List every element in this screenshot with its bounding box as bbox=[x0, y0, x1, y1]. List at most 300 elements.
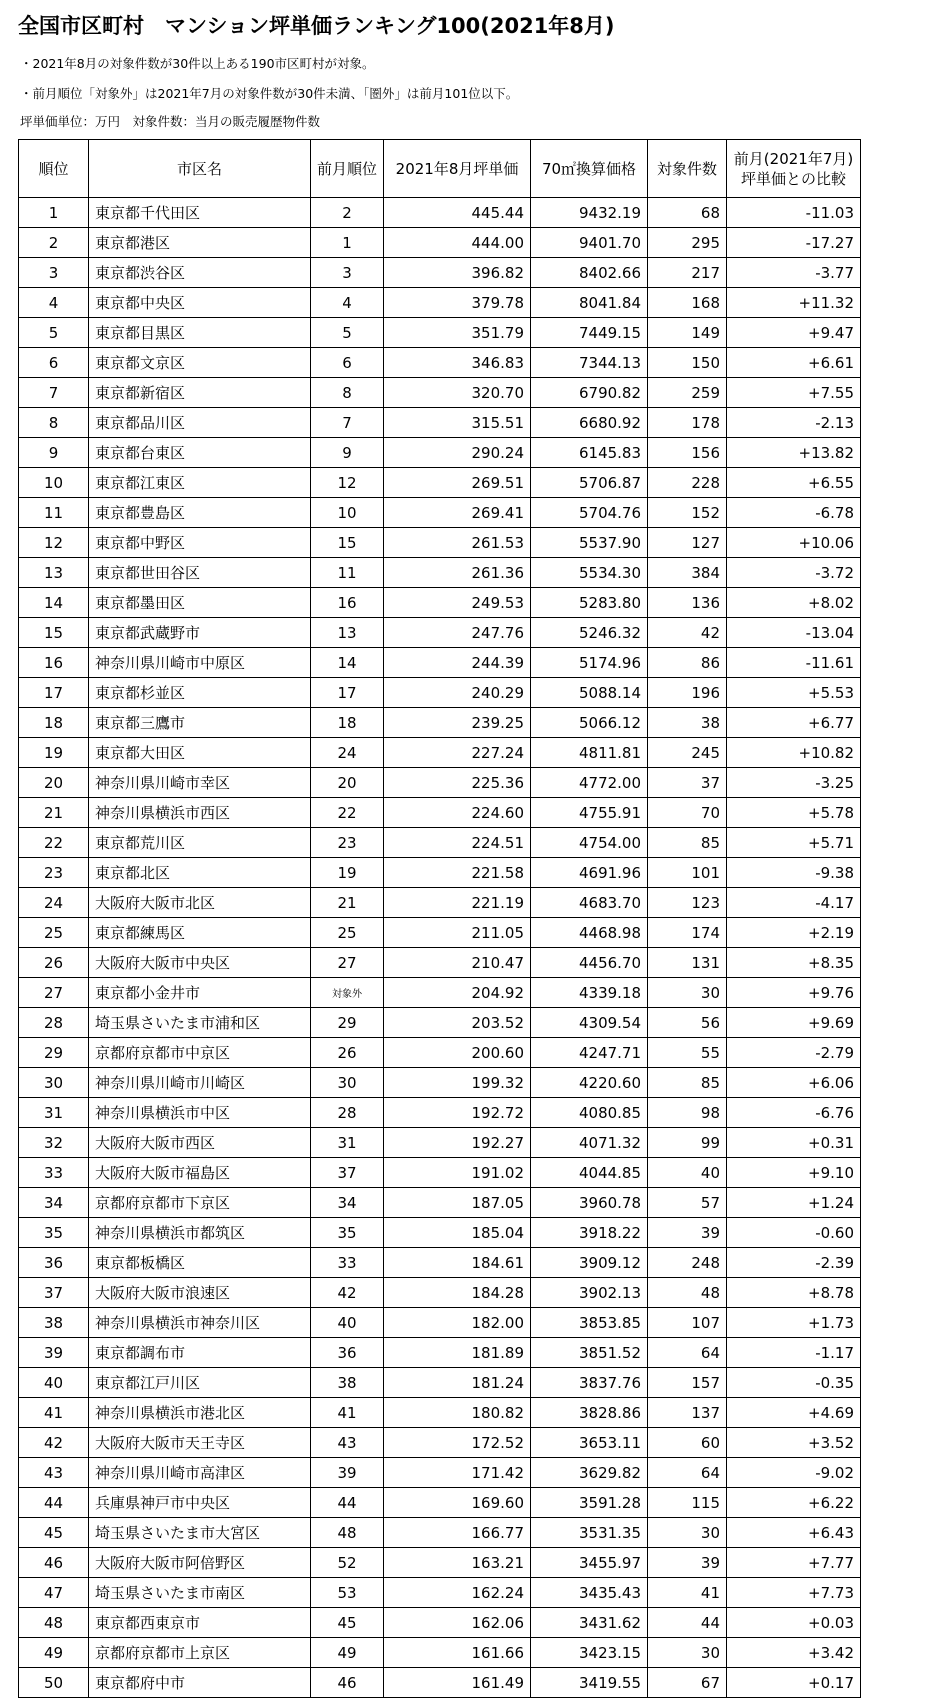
cell-city: 東京都目黒区 bbox=[89, 318, 311, 348]
cell-count: 60 bbox=[648, 1428, 727, 1458]
cell-city: 神奈川県横浜市神奈川区 bbox=[89, 1308, 311, 1338]
cell-count: 157 bbox=[648, 1368, 727, 1398]
cell-change: -9.02 bbox=[727, 1458, 861, 1488]
cell-change: +0.03 bbox=[727, 1608, 861, 1638]
table-row bbox=[19, 1308, 861, 1338]
cell-city: 東京都新宿区 bbox=[89, 378, 311, 408]
cell-rank: 48 bbox=[19, 1608, 89, 1638]
cell-prev-rank: 17 bbox=[311, 678, 384, 708]
table-row bbox=[19, 798, 861, 828]
table-row bbox=[19, 1548, 861, 1578]
cell-change: -17.27 bbox=[727, 228, 861, 258]
table-row bbox=[19, 1188, 861, 1218]
cell-tsubo-price: 180.82 bbox=[384, 1398, 531, 1428]
table-row bbox=[19, 1338, 861, 1368]
header-count: 対象件数 bbox=[648, 140, 727, 198]
header-comparison bbox=[727, 140, 861, 198]
cell-change: -11.03 bbox=[727, 198, 861, 228]
cell-prev-rank: 40 bbox=[311, 1308, 384, 1338]
cell-change: +8.35 bbox=[727, 948, 861, 978]
cell-prev-rank: 21 bbox=[311, 888, 384, 918]
cell-rank: 18 bbox=[19, 708, 89, 738]
cell-70sqm-price: 4811.81 bbox=[531, 738, 648, 768]
table-row bbox=[19, 918, 861, 948]
cell-rank: 30 bbox=[19, 1068, 89, 1098]
table-row bbox=[19, 888, 861, 918]
cell-prev-rank: 42 bbox=[311, 1278, 384, 1308]
table-row bbox=[19, 1518, 861, 1548]
cell-rank: 26 bbox=[19, 948, 89, 978]
cell-tsubo-price: 184.61 bbox=[384, 1248, 531, 1278]
cell-change: +3.52 bbox=[727, 1428, 861, 1458]
page-title: 全国市区町村 マンション坪単価ランキング100(2021年8月) bbox=[18, 14, 615, 38]
cell-change: +0.31 bbox=[727, 1128, 861, 1158]
table-row bbox=[19, 1368, 861, 1398]
cell-change: +6.55 bbox=[727, 468, 861, 498]
cell-70sqm-price: 3837.76 bbox=[531, 1368, 648, 1398]
cell-rank: 47 bbox=[19, 1578, 89, 1608]
cell-70sqm-price: 5704.76 bbox=[531, 498, 648, 528]
cell-rank: 31 bbox=[19, 1098, 89, 1128]
cell-rank: 14 bbox=[19, 588, 89, 618]
cell-city: 東京都港区 bbox=[89, 228, 311, 258]
cell-rank: 36 bbox=[19, 1248, 89, 1278]
cell-tsubo-price: 181.89 bbox=[384, 1338, 531, 1368]
cell-prev-rank: 20 bbox=[311, 768, 384, 798]
cell-rank: 34 bbox=[19, 1188, 89, 1218]
cell-prev-rank: 23 bbox=[311, 828, 384, 858]
table-row bbox=[19, 1068, 861, 1098]
cell-rank: 20 bbox=[19, 768, 89, 798]
cell-count: 37 bbox=[648, 768, 727, 798]
cell-city: 神奈川県横浜市西区 bbox=[89, 798, 311, 828]
cell-prev-rank: 31 bbox=[311, 1128, 384, 1158]
table-row bbox=[19, 678, 861, 708]
cell-count: 70 bbox=[648, 798, 727, 828]
cell-change: -0.35 bbox=[727, 1368, 861, 1398]
cell-rank: 11 bbox=[19, 498, 89, 528]
cell-change: +9.47 bbox=[727, 318, 861, 348]
cell-count: 136 bbox=[648, 588, 727, 618]
table-row bbox=[19, 1608, 861, 1638]
cell-prev-rank: 49 bbox=[311, 1638, 384, 1668]
cell-prev-rank: 15 bbox=[311, 528, 384, 558]
cell-change: +7.77 bbox=[727, 1548, 861, 1578]
cell-tsubo-price: 379.78 bbox=[384, 288, 531, 318]
cell-tsubo-price: 396.82 bbox=[384, 258, 531, 288]
cell-prev-rank: 38 bbox=[311, 1368, 384, 1398]
cell-count: 44 bbox=[648, 1608, 727, 1638]
cell-city: 埼玉県さいたま市南区 bbox=[89, 1578, 311, 1608]
cell-70sqm-price: 4772.00 bbox=[531, 768, 648, 798]
table-row bbox=[19, 1098, 861, 1128]
cell-count: 174 bbox=[648, 918, 727, 948]
cell-rank: 33 bbox=[19, 1158, 89, 1188]
cell-city: 大阪府大阪市浪速区 bbox=[89, 1278, 311, 1308]
cell-rank: 27 bbox=[19, 978, 89, 1008]
cell-prev-rank: 6 bbox=[311, 348, 384, 378]
cell-tsubo-price: 244.39 bbox=[384, 648, 531, 678]
note-prev-rank: ・前月順位「対象外」は2021年7月の対象件数が30件未満、「圏外」は前月101位以下。 bbox=[20, 86, 519, 101]
table-row bbox=[19, 708, 861, 738]
cell-prev-rank: 34 bbox=[311, 1188, 384, 1218]
cell-rank: 24 bbox=[19, 888, 89, 918]
cell-70sqm-price: 3853.85 bbox=[531, 1308, 648, 1338]
cell-count: 64 bbox=[648, 1458, 727, 1488]
cell-city: 京都府京都市上京区 bbox=[89, 1638, 311, 1668]
cell-city: 東京都西東京市 bbox=[89, 1608, 311, 1638]
cell-count: 30 bbox=[648, 1638, 727, 1668]
cell-rank: 29 bbox=[19, 1038, 89, 1068]
cell-70sqm-price: 3419.55 bbox=[531, 1668, 648, 1698]
cell-count: 99 bbox=[648, 1128, 727, 1158]
table-row bbox=[19, 408, 861, 438]
cell-prev-rank: 13 bbox=[311, 618, 384, 648]
cell-70sqm-price: 3653.11 bbox=[531, 1428, 648, 1458]
cell-rank: 4 bbox=[19, 288, 89, 318]
cell-city: 東京都千代田区 bbox=[89, 198, 311, 228]
cell-count: 85 bbox=[648, 828, 727, 858]
cell-city: 東京都府中市 bbox=[89, 1668, 311, 1698]
cell-rank: 7 bbox=[19, 378, 89, 408]
cell-tsubo-price: 269.51 bbox=[384, 468, 531, 498]
cell-change: -11.61 bbox=[727, 648, 861, 678]
cell-count: 40 bbox=[648, 1158, 727, 1188]
cell-change: +0.17 bbox=[727, 1668, 861, 1698]
cell-count: 137 bbox=[648, 1398, 727, 1428]
cell-70sqm-price: 4754.00 bbox=[531, 828, 648, 858]
cell-change: -4.17 bbox=[727, 888, 861, 918]
cell-prev-rank: 41 bbox=[311, 1398, 384, 1428]
cell-70sqm-price: 4309.54 bbox=[531, 1008, 648, 1038]
cell-prev-rank: 37 bbox=[311, 1158, 384, 1188]
table-row bbox=[19, 318, 861, 348]
table-row bbox=[19, 378, 861, 408]
cell-tsubo-price: 200.60 bbox=[384, 1038, 531, 1068]
cell-tsubo-price: 181.24 bbox=[384, 1368, 531, 1398]
cell-tsubo-price: 166.77 bbox=[384, 1518, 531, 1548]
cell-tsubo-price: 351.79 bbox=[384, 318, 531, 348]
cell-city: 東京都江東区 bbox=[89, 468, 311, 498]
header-prev-rank: 前月順位 bbox=[311, 140, 384, 198]
cell-prev-rank: 24 bbox=[311, 738, 384, 768]
table-row bbox=[19, 828, 861, 858]
cell-tsubo-price: 185.04 bbox=[384, 1218, 531, 1248]
cell-70sqm-price: 4755.91 bbox=[531, 798, 648, 828]
table-row bbox=[19, 1578, 861, 1608]
ranking-table bbox=[18, 139, 861, 1698]
cell-city: 東京都文京区 bbox=[89, 348, 311, 378]
cell-count: 196 bbox=[648, 678, 727, 708]
cell-prev-rank: 2 bbox=[311, 198, 384, 228]
cell-change: -3.72 bbox=[727, 558, 861, 588]
cell-70sqm-price: 5706.87 bbox=[531, 468, 648, 498]
cell-tsubo-price: 445.44 bbox=[384, 198, 531, 228]
table-row bbox=[19, 948, 861, 978]
cell-prev-rank: 対象外 bbox=[311, 978, 384, 1008]
cell-count: 101 bbox=[648, 858, 727, 888]
cell-rank: 19 bbox=[19, 738, 89, 768]
cell-city: 東京都墨田区 bbox=[89, 588, 311, 618]
cell-70sqm-price: 5088.14 bbox=[531, 678, 648, 708]
cell-prev-rank: 27 bbox=[311, 948, 384, 978]
cell-change: +5.78 bbox=[727, 798, 861, 828]
cell-change: -0.60 bbox=[727, 1218, 861, 1248]
cell-prev-rank: 28 bbox=[311, 1098, 384, 1128]
cell-prev-rank: 48 bbox=[311, 1518, 384, 1548]
table-row bbox=[19, 258, 861, 288]
cell-city: 東京都品川区 bbox=[89, 408, 311, 438]
cell-prev-rank: 22 bbox=[311, 798, 384, 828]
cell-rank: 45 bbox=[19, 1518, 89, 1548]
cell-prev-rank: 12 bbox=[311, 468, 384, 498]
cell-rank: 38 bbox=[19, 1308, 89, 1338]
table-row bbox=[19, 498, 861, 528]
table-row bbox=[19, 528, 861, 558]
cell-city: 埼玉県さいたま市浦和区 bbox=[89, 1008, 311, 1038]
cell-prev-rank: 3 bbox=[311, 258, 384, 288]
cell-change: +9.76 bbox=[727, 978, 861, 1008]
cell-change: +6.22 bbox=[727, 1488, 861, 1518]
cell-count: 131 bbox=[648, 948, 727, 978]
cell-change: +9.10 bbox=[727, 1158, 861, 1188]
table-row bbox=[19, 1218, 861, 1248]
cell-count: 57 bbox=[648, 1188, 727, 1218]
cell-change: -3.77 bbox=[727, 258, 861, 288]
cell-count: 248 bbox=[648, 1248, 727, 1278]
cell-70sqm-price: 7449.15 bbox=[531, 318, 648, 348]
cell-tsubo-price: 203.52 bbox=[384, 1008, 531, 1038]
cell-city: 東京都北区 bbox=[89, 858, 311, 888]
table-row bbox=[19, 588, 861, 618]
table-row bbox=[19, 1398, 861, 1428]
cell-tsubo-price: 163.21 bbox=[384, 1548, 531, 1578]
table-header-row bbox=[19, 140, 861, 198]
cell-tsubo-price: 261.36 bbox=[384, 558, 531, 588]
table-row bbox=[19, 1248, 861, 1278]
cell-city: 埼玉県さいたま市大宮区 bbox=[89, 1518, 311, 1548]
cell-70sqm-price: 8041.84 bbox=[531, 288, 648, 318]
cell-change: +10.06 bbox=[727, 528, 861, 558]
cell-city: 京都府京都市下京区 bbox=[89, 1188, 311, 1218]
cell-70sqm-price: 3455.97 bbox=[531, 1548, 648, 1578]
cell-prev-rank: 30 bbox=[311, 1068, 384, 1098]
cell-city: 大阪府大阪市天王寺区 bbox=[89, 1428, 311, 1458]
cell-70sqm-price: 6790.82 bbox=[531, 378, 648, 408]
cell-city: 東京都練馬区 bbox=[89, 918, 311, 948]
cell-count: 228 bbox=[648, 468, 727, 498]
cell-tsubo-price: 221.58 bbox=[384, 858, 531, 888]
header-rank: 順位 bbox=[19, 140, 89, 198]
cell-tsubo-price: 249.53 bbox=[384, 588, 531, 618]
cell-rank: 41 bbox=[19, 1398, 89, 1428]
cell-rank: 9 bbox=[19, 438, 89, 468]
cell-count: 259 bbox=[648, 378, 727, 408]
cell-change: -2.39 bbox=[727, 1248, 861, 1278]
cell-70sqm-price: 4080.85 bbox=[531, 1098, 648, 1128]
cell-count: 127 bbox=[648, 528, 727, 558]
table-row bbox=[19, 858, 861, 888]
cell-rank: 13 bbox=[19, 558, 89, 588]
cell-change: -2.79 bbox=[727, 1038, 861, 1068]
note-units: 坪単価単位：万円 対象件数：当月の販売履歴物件数 bbox=[20, 114, 321, 129]
note-target: ・2021年8月の対象件数が30件以上ある190市区町村が対象。 bbox=[20, 56, 375, 71]
cell-count: 168 bbox=[648, 288, 727, 318]
cell-rank: 21 bbox=[19, 798, 89, 828]
cell-tsubo-price: 169.60 bbox=[384, 1488, 531, 1518]
table-row bbox=[19, 1128, 861, 1158]
cell-count: 384 bbox=[648, 558, 727, 588]
table-body bbox=[19, 198, 861, 1698]
cell-city: 東京都荒川区 bbox=[89, 828, 311, 858]
cell-change: +1.24 bbox=[727, 1188, 861, 1218]
cell-70sqm-price: 9432.19 bbox=[531, 198, 648, 228]
cell-70sqm-price: 5066.12 bbox=[531, 708, 648, 738]
cell-rank: 23 bbox=[19, 858, 89, 888]
cell-tsubo-price: 162.24 bbox=[384, 1578, 531, 1608]
cell-rank: 12 bbox=[19, 528, 89, 558]
cell-tsubo-price: 184.28 bbox=[384, 1278, 531, 1308]
table-row bbox=[19, 1638, 861, 1668]
cell-prev-rank: 46 bbox=[311, 1668, 384, 1698]
cell-city: 兵庫県神戸市中央区 bbox=[89, 1488, 311, 1518]
table-row bbox=[19, 1008, 861, 1038]
cell-tsubo-price: 444.00 bbox=[384, 228, 531, 258]
cell-rank: 25 bbox=[19, 918, 89, 948]
cell-prev-rank: 33 bbox=[311, 1248, 384, 1278]
cell-change: +10.82 bbox=[727, 738, 861, 768]
cell-change: +6.61 bbox=[727, 348, 861, 378]
cell-city: 東京都大田区 bbox=[89, 738, 311, 768]
cell-change: -3.25 bbox=[727, 768, 861, 798]
cell-70sqm-price: 6145.83 bbox=[531, 438, 648, 468]
cell-change: +8.78 bbox=[727, 1278, 861, 1308]
cell-prev-rank: 36 bbox=[311, 1338, 384, 1368]
table-row bbox=[19, 1488, 861, 1518]
cell-change: -2.13 bbox=[727, 408, 861, 438]
cell-city: 神奈川県川崎市高津区 bbox=[89, 1458, 311, 1488]
cell-70sqm-price: 5537.90 bbox=[531, 528, 648, 558]
cell-city: 東京都中野区 bbox=[89, 528, 311, 558]
header-comparison-line1: 前月(2021年7月) bbox=[733, 149, 854, 168]
cell-prev-rank: 43 bbox=[311, 1428, 384, 1458]
cell-70sqm-price: 3431.62 bbox=[531, 1608, 648, 1638]
cell-tsubo-price: 225.36 bbox=[384, 768, 531, 798]
cell-city: 大阪府大阪市西区 bbox=[89, 1128, 311, 1158]
cell-change: +5.71 bbox=[727, 828, 861, 858]
cell-70sqm-price: 4071.32 bbox=[531, 1128, 648, 1158]
cell-city: 東京都豊島区 bbox=[89, 498, 311, 528]
table-row bbox=[19, 1458, 861, 1488]
cell-rank: 3 bbox=[19, 258, 89, 288]
cell-70sqm-price: 5534.30 bbox=[531, 558, 648, 588]
cell-70sqm-price: 3909.12 bbox=[531, 1248, 648, 1278]
table-row bbox=[19, 558, 861, 588]
cell-count: 150 bbox=[648, 348, 727, 378]
cell-70sqm-price: 5283.80 bbox=[531, 588, 648, 618]
cell-prev-rank: 44 bbox=[311, 1488, 384, 1518]
cell-prev-rank: 53 bbox=[311, 1578, 384, 1608]
header-city: 市区名 bbox=[89, 140, 311, 198]
cell-city: 東京都台東区 bbox=[89, 438, 311, 468]
cell-change: +7.73 bbox=[727, 1578, 861, 1608]
cell-city: 京都府京都市中京区 bbox=[89, 1038, 311, 1068]
table-row bbox=[19, 978, 861, 1008]
cell-rank: 16 bbox=[19, 648, 89, 678]
cell-city: 神奈川県川崎市川崎区 bbox=[89, 1068, 311, 1098]
cell-rank: 17 bbox=[19, 678, 89, 708]
cell-tsubo-price: 182.00 bbox=[384, 1308, 531, 1338]
cell-prev-rank: 5 bbox=[311, 318, 384, 348]
cell-rank: 5 bbox=[19, 318, 89, 348]
cell-70sqm-price: 5246.32 bbox=[531, 618, 648, 648]
cell-tsubo-price: 240.29 bbox=[384, 678, 531, 708]
cell-rank: 8 bbox=[19, 408, 89, 438]
table-row bbox=[19, 198, 861, 228]
table-row bbox=[19, 1428, 861, 1458]
cell-tsubo-price: 161.66 bbox=[384, 1638, 531, 1668]
cell-70sqm-price: 3828.86 bbox=[531, 1398, 648, 1428]
cell-rank: 2 bbox=[19, 228, 89, 258]
cell-70sqm-price: 4220.60 bbox=[531, 1068, 648, 1098]
table-row bbox=[19, 468, 861, 498]
cell-city: 神奈川県横浜市中区 bbox=[89, 1098, 311, 1128]
cell-tsubo-price: 247.76 bbox=[384, 618, 531, 648]
cell-70sqm-price: 3629.82 bbox=[531, 1458, 648, 1488]
cell-prev-rank: 16 bbox=[311, 588, 384, 618]
cell-prev-rank: 18 bbox=[311, 708, 384, 738]
cell-70sqm-price: 3591.28 bbox=[531, 1488, 648, 1518]
cell-rank: 22 bbox=[19, 828, 89, 858]
cell-prev-rank: 9 bbox=[311, 438, 384, 468]
cell-count: 56 bbox=[648, 1008, 727, 1038]
cell-tsubo-price: 227.24 bbox=[384, 738, 531, 768]
cell-tsubo-price: 210.47 bbox=[384, 948, 531, 978]
cell-city: 東京都江戸川区 bbox=[89, 1368, 311, 1398]
cell-prev-rank: 7 bbox=[311, 408, 384, 438]
cell-change: +2.19 bbox=[727, 918, 861, 948]
cell-rank: 40 bbox=[19, 1368, 89, 1398]
cell-change: +5.53 bbox=[727, 678, 861, 708]
cell-count: 30 bbox=[648, 978, 727, 1008]
cell-70sqm-price: 6680.92 bbox=[531, 408, 648, 438]
header-70sqm-price: 70㎡換算価格 bbox=[531, 140, 648, 198]
cell-change: +13.82 bbox=[727, 438, 861, 468]
cell-count: 38 bbox=[648, 708, 727, 738]
cell-70sqm-price: 3435.43 bbox=[531, 1578, 648, 1608]
cell-rank: 50 bbox=[19, 1668, 89, 1698]
cell-70sqm-price: 3531.35 bbox=[531, 1518, 648, 1548]
cell-city: 東京都杉並区 bbox=[89, 678, 311, 708]
cell-70sqm-price: 9401.70 bbox=[531, 228, 648, 258]
cell-rank: 6 bbox=[19, 348, 89, 378]
table-row bbox=[19, 738, 861, 768]
cell-70sqm-price: 3960.78 bbox=[531, 1188, 648, 1218]
cell-rank: 49 bbox=[19, 1638, 89, 1668]
cell-rank: 35 bbox=[19, 1218, 89, 1248]
header-comparison-line2: 坪単価との比較 bbox=[741, 169, 847, 188]
cell-tsubo-price: 224.51 bbox=[384, 828, 531, 858]
cell-prev-rank: 35 bbox=[311, 1218, 384, 1248]
cell-city: 東京都三鷹市 bbox=[89, 708, 311, 738]
cell-tsubo-price: 192.27 bbox=[384, 1128, 531, 1158]
cell-rank: 46 bbox=[19, 1548, 89, 1578]
cell-count: 68 bbox=[648, 198, 727, 228]
cell-tsubo-price: 161.49 bbox=[384, 1668, 531, 1698]
table-row bbox=[19, 648, 861, 678]
cell-count: 85 bbox=[648, 1068, 727, 1098]
table-row bbox=[19, 348, 861, 378]
